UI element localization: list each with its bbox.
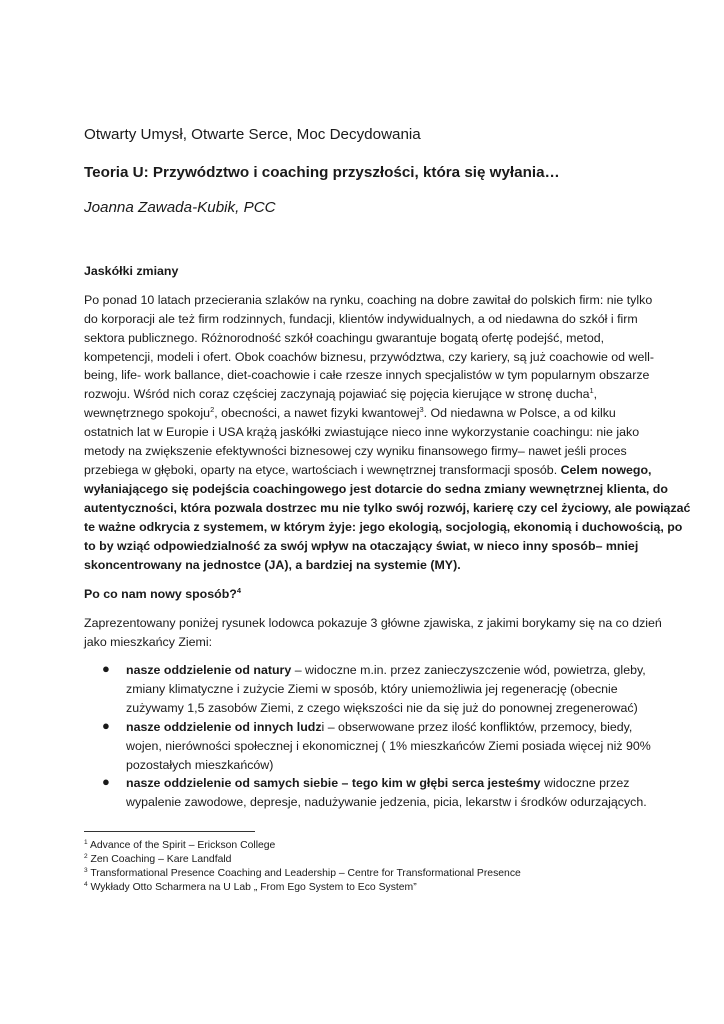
- footnote-text: Zen Coaching – Kare Landfald: [87, 854, 232, 865]
- list-item: [126, 719, 632, 735]
- document-title: Otwarty Umysł, Otwarte Serce, Moc Decydowania: [84, 126, 421, 143]
- list-item-line: wypalenie zawodowe, depresje, nadużywanie jedzenia, picia, lekarstw i środków odurzających.: [126, 795, 647, 809]
- footnote-number: 1: [84, 839, 88, 846]
- list-item: [126, 775, 629, 791]
- paragraph-text: ,: [593, 387, 598, 401]
- footnote-number: 2: [84, 853, 88, 860]
- document-subtitle: Teoria U: Przywództwo i coaching przyszłości, która się wyłania…: [84, 164, 560, 181]
- list-item-line: wojen, nierówności społecznej i ekonomicznej ( 1% mieszkańców Ziemi posiada więcej niż 90%: [126, 739, 651, 753]
- footnote-ref: 4: [236, 586, 242, 595]
- paragraph-line: being, life- work ballance, diet-coachowie i całe rzesze innych specjalistów w tym popularnym obszarze: [84, 368, 650, 382]
- paragraph-bold-text: Celem nowego,: [560, 463, 652, 477]
- bullet-icon: ●: [102, 661, 110, 676]
- paragraph-line: te ważne odkrycia z systemem, w którym żyje: jego ekologią, socjologią, ekonomią i duchowością, po: [84, 520, 683, 534]
- bullet-icon: ●: [102, 718, 110, 733]
- list-item: [126, 662, 646, 678]
- paragraph-line: ostatnich lat w Europie i USA krążą jaskółki zwiastujące nieco inne wykorzystanie coachingu: nie jako: [84, 425, 640, 439]
- paragraph-text: przebiega w głęboki, oparty na etyce, wartościach i wewnętrznej transformacji sposób.: [84, 463, 561, 477]
- section-heading-jaskolki: Jaskółki zmiany: [84, 264, 179, 278]
- paragraph-line: [84, 462, 651, 478]
- paragraph-text: rozwoju. Wśród nich coraz częściej zaczynają pojawiać się pojęcia kierujące w stronę ducha: [84, 387, 590, 401]
- paragraph-line: [84, 405, 616, 421]
- paragraph-line: jako mieszkańcy Ziemi:: [84, 635, 213, 649]
- list-item-bold: nasze oddzielenie od innych ludz: [126, 720, 322, 734]
- section-heading-po-co: [84, 586, 241, 602]
- list-item-line: zużywamy 1,5 zasobów Ziemi, z czego większości nie da się już do ponownej zregenerować): [126, 701, 638, 715]
- paragraph-line: [84, 386, 597, 402]
- footnote: [84, 881, 417, 894]
- list-item-bold: nasze oddzielenie od samych siebie – tego kim w głębi serca jesteśmy: [126, 776, 541, 790]
- footnote-ref: 1: [589, 386, 594, 395]
- document-author: Joanna Zawada-Kubik, PCC: [84, 199, 276, 216]
- heading-text: Po co nam nowy sposób?: [84, 587, 237, 601]
- footnote-number: 3: [84, 867, 88, 874]
- paragraph-text: . Od niedawna w Polsce, a od kilku: [423, 406, 616, 420]
- footnote-ref: 2: [210, 405, 215, 414]
- footnote: [84, 839, 275, 852]
- paragraph-line: metody na zwiększenie efektywności biznesowej czy wyniku finansowego firmy– nawet jeśli proces: [84, 444, 627, 458]
- paragraph-line: to by wziąć odpowiedzialność za swój wpływ na otaczający świat, w nieco inny sposób– mniej: [84, 539, 639, 553]
- bullet-icon: ●: [102, 774, 110, 789]
- footnote-text: Advance of the Spirit – Erickson College: [87, 840, 276, 851]
- paragraph-line: kompetencji, modeli i ofert. Obok coachów biznesu, przywództwa, czy kariery, są już coachowie od well-: [84, 350, 654, 364]
- paragraph-line: Po ponad 10 latach przecierania szlaków na rynku, coaching na dobre zawitał do polskich firm: nie tylko: [84, 293, 653, 307]
- paragraph-line: do korporacji ale też firm rodzinnych, fundacji, klientów indywidualnych, a od niedawna do szkół i firm: [84, 312, 638, 326]
- footnote-divider: [84, 831, 255, 832]
- footnote-number: 4: [84, 881, 88, 888]
- list-item-line: pozostałych mieszkańców): [126, 758, 274, 772]
- footnote: [84, 853, 231, 866]
- paragraph-line: skoncentrowany na jednostce (JA), a bardziej na systemie (MY).: [84, 558, 461, 572]
- paragraph-line: autentyczności, która pozwala dostrzec mu nie tylko swój rozwój, karierę czy cel życiowy, ale powiązać: [84, 501, 691, 515]
- list-item-line: zmiany klimatyczne i zużycie Ziemi w sposób, który uniemożliwia jej regenerację (obecnie: [126, 682, 618, 696]
- list-item-text: – widoczne m.in. przez zanieczyszczenie wód, powietrza, gleby,: [291, 663, 646, 677]
- footnote: [84, 867, 521, 880]
- paragraph-line: sektora publicznego. Różnorodność szkół coachingu gwarantuje bogatą ofertę podejść, metod,: [84, 331, 605, 345]
- paragraph-line: Zaprezentowany poniżej rysunek lodowca pokazuje 3 główne zjawiska, z jakimi borykamy się na co dzień: [84, 616, 662, 630]
- list-item-text: i – obserwowane przez ilość konfliktów, przemocy, biedy,: [321, 720, 633, 734]
- list-item-bold: nasze oddzielenie od natury: [126, 663, 292, 677]
- paragraph-line: wyłaniającego się podejścia coachingowego jest dotarcie do sedna zmiany wewnętrznej klienta, do: [84, 482, 668, 496]
- list-item-text: widoczne przez: [540, 776, 630, 790]
- paragraph-text: , obecności, a nawet fizyki kwantowej: [214, 406, 420, 420]
- footnote-ref: 3: [419, 405, 424, 414]
- paragraph-text: wewnętrznego spokoju: [84, 406, 211, 420]
- footnote-text: Wykłady Otto Scharmera na U Lab „ From Ego System to Eco System”: [87, 882, 417, 893]
- footnote-text: Transformational Presence Coaching and Leadership – Centre for Transformational Presence: [87, 868, 521, 879]
